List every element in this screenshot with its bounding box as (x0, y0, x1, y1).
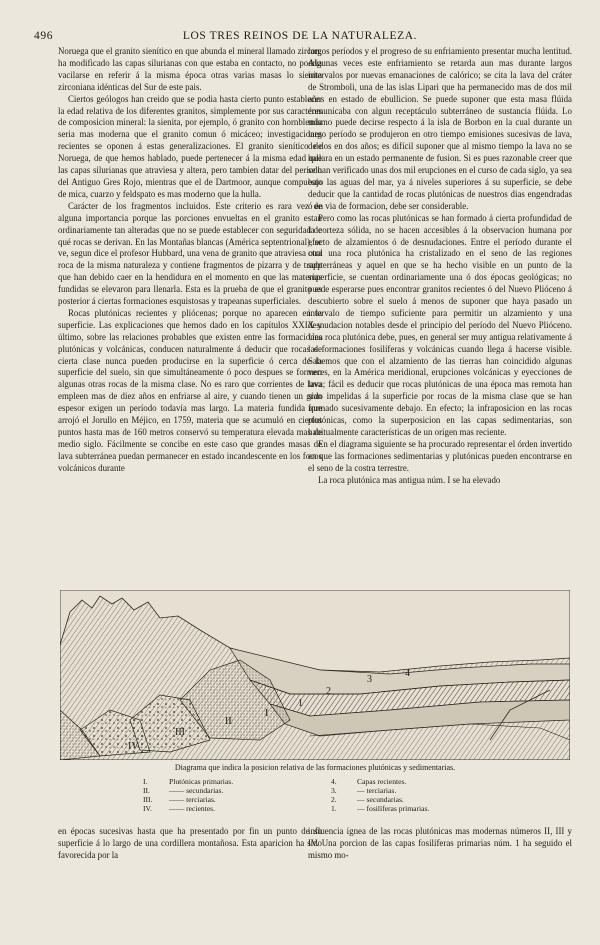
legend-row: 2. — secundarias. (331, 795, 404, 804)
label-III: III (175, 727, 185, 738)
paragraph: Pero como las rocas plutónicas se han formado á cierta profundidad de la corteza sólida, no se hacen accesibles á la observacion humana por efecto de alzamientos ó de desnudaciones. Entre el período durante el cual una roca plutónica ha cristalizado en el seno de las regiones subterráneas y aquel en que se ha hecho visible en un punto de la superficie, se cuentan ordinariamente una ó dos épocas geológicas; no puede esperarse pues encontrar granitos recientes ó del Nuevo Plióceno á descubierto sobre el suelo á menos de suponer que haya pasado un intervalo de tiempo suficiente para permitir un alzamiento y una desnudacion notables desde el principio del período del Nuevo Plióceno. Una roca plutónica debe, pues, en general ser muy antigua relativamente á las formaciones fosilíferas y volcánicas cuando llega á hacerse visible. Sabemos que con el alzamiento de las tierras han coincidido algunas veces, en la América meridional, erupciones volcánicas y eyecciones de lava; fácil es deducir que rocas plutónicas de una época mas remota han sido impelidas á la superficie por rocas de la misma clase que se han formado sucesivamente debajo. En efecto; la infraposicion en las rocas plutónicas, como la superposicion en las capas sedimentarias, son habitualmente características de un orígen mas reciente. (308, 212, 572, 437)
legend-row: IV. —— recientes. (143, 804, 215, 813)
label-2: 2 (326, 686, 331, 697)
label-IV: IV (128, 741, 139, 752)
page-number: 496 (34, 30, 54, 42)
legend-row: II. —— secundarias. (143, 786, 224, 795)
paragraph: en épocas sucesivas hasta que ha presentado por fin un punto de su superficie á lo largo de una cordillera montañosa. Esta aparicion ha sido favorecida por la (58, 826, 322, 860)
bottom-left-column (58, 826, 322, 862)
legend-plutonic (143, 777, 233, 813)
figure-caption: Diagrama que indica la posicion relativa de las formaciones plutónicas y sedimentarias. (174, 763, 456, 772)
paragraph: Carácter de los fragmentos incluidos. Este criterio es rara vez de alguna importancia porque las porciones envueltas en el granito estan ordinariamente tan alteradas que no se puede establecer con seguridad de qué rocas se derivan. En las Montañas blancas (América septentrional), se ve, segun dice el profesor Hubbard, una vena de granito que atraviesa otra roca de la misma naturaleza y contiene fragmentos de pizarra y de trapp que han debido caer en la hendidura en el momento en que las materias fundidas se elevaron para llenarla. Esta es la prueba de que el granito es posterior á ciertas formaciones esquistosas y trapeanas superficiales. (58, 200, 322, 307)
label-3: 3 (367, 674, 372, 685)
legend-sedimentary (331, 777, 429, 813)
bottom-right-column (308, 826, 572, 862)
paragraph: largos períodos y el progreso de su enfriamiento presentar mucha lentitud. Algunas veces este enfriamiento se retarda aun mas durante largos intervalos por nuevas emanaciones de calórico; se cita la lava del cráter de Stromboli, una de las islas Lipari que ha permanecido mas de dos mil años en estado de ebullicion. Se puede suponer que esta masa flúida comunicaba con algun receptáculo subterráneo de sustancia flúida. Lo mismo puede decirse respecto á la isla de Borbon en la cual durante un largo período se produjeron en otro tiempo emisiones sucesivas de lava, de dos en dos años; es difícil suponer que al mismo tiempo la lava no se hallara en un estado permanente de fusion. Si es pues razonable creer que se han verificado unas dos mil erupciones en el curso de cada siglo, ya sea bajo las aguas del mar, ya á niveles superiores á su superficie, se debe deducir que la cantidad de rocas plutónicas de nuestros dias engendradas ó en via de formacion, debe ser considerable. (308, 46, 572, 211)
paragraph: Noruega que el granito sienítico en que abunda el mineral llamado zircon, ha modificado las capas silurianas con que estaba en contacto, no podria vacilarse en referir á la misma época otras varias masas lo sienita zirconiana idénticas del Sur de este pais. (58, 46, 322, 92)
geological-diagram (60, 590, 570, 760)
label-4: 4 (405, 668, 410, 679)
paragraph: La roca plutónica mas antigua núm. I se ha elevado (318, 474, 501, 485)
right-column (308, 46, 572, 487)
legend-row: III. —— terciarias. (143, 795, 216, 804)
paragraph: Rocas plutónicas recientes y pliócenas; porque no aparecen en la superficie. Las explicaciones que hemos dado en los capítulos XXIX y último, sobre las relaciones probables que existen entre las formaciones plutónicas y volcánicas, conducen naturalmente á deducir que rocas de cierta clase nunca pueden producirse en la superficie ó cerca de la superficie del suelo, sin que simultáneamente ó poco despues se formen algunas otras rocas de la misma clase. No es raro que corrientes de lava empleen mas de diez años en enfriarse al aire, y cuando tienen un gran espesor exigen un período todavía mas largo. La materia fundida que arrojó el Jorullo en Méjico, en 1759, materia que se acumuló en ciertos puntos hasta mas de 160 metros conservó su temperatura elevada mas de medio siglo. Fácilmente se concibe en este caso que grandes masas de lava subterránea puedan permanecer en estado incandescente en los focos volcánicos durante (58, 307, 322, 473)
paragraph: Ciertos geólogos han creido que se podia hasta cierto punto establecer la edad relativa de los diferentes granitos, simplemente por sus caractéres de composicion mineral: la sienita, por ejemplo, ó granito con hornblenda seria mas moderna que el granito comun ó micáceo; investigaciones recientes se oponen á estas generalizaciones. El granito sienítico de Noruega, de que hemos hablado, puede pertenecer á la misma edad que las capas silurianas que atraviesa y altera, pero tambien datar del período del Antiguo Gres Rojo, mientras que el de Dartmoor, aunque compuesto de mica, cuarzo y feldspato es mas moderno que la hulla. (58, 93, 322, 199)
label-II: II (225, 716, 232, 727)
page-header (34, 30, 566, 44)
left-column (58, 46, 322, 475)
paragraph: influencia ígnea de las rocas plutónicas mas modernas números II, III y IV. Una porcion de las capas fosilíferas primarias núm. 1 ha seguido el mismo mo- (308, 826, 572, 860)
legend-row: 4. Capas recientes. (331, 777, 407, 786)
legend-row: 3. — terciarias. (331, 786, 397, 795)
legend-row: I. Plutónicas primarias. (143, 777, 234, 786)
label-I: I (265, 708, 269, 719)
paragraph: En el diagrama siguiente se ha procurado representar el órden invertido en que las formaciones sedimentarias y plutónicas pueden encontrarse en el seno de la costra terrestre. (308, 438, 572, 473)
running-title: LOS TRES REINOS DE LA NATURALEZA. (182, 30, 418, 42)
legend-row: 1. — fosilíferas primarias. (331, 804, 430, 813)
label-1: 1 (298, 698, 303, 709)
